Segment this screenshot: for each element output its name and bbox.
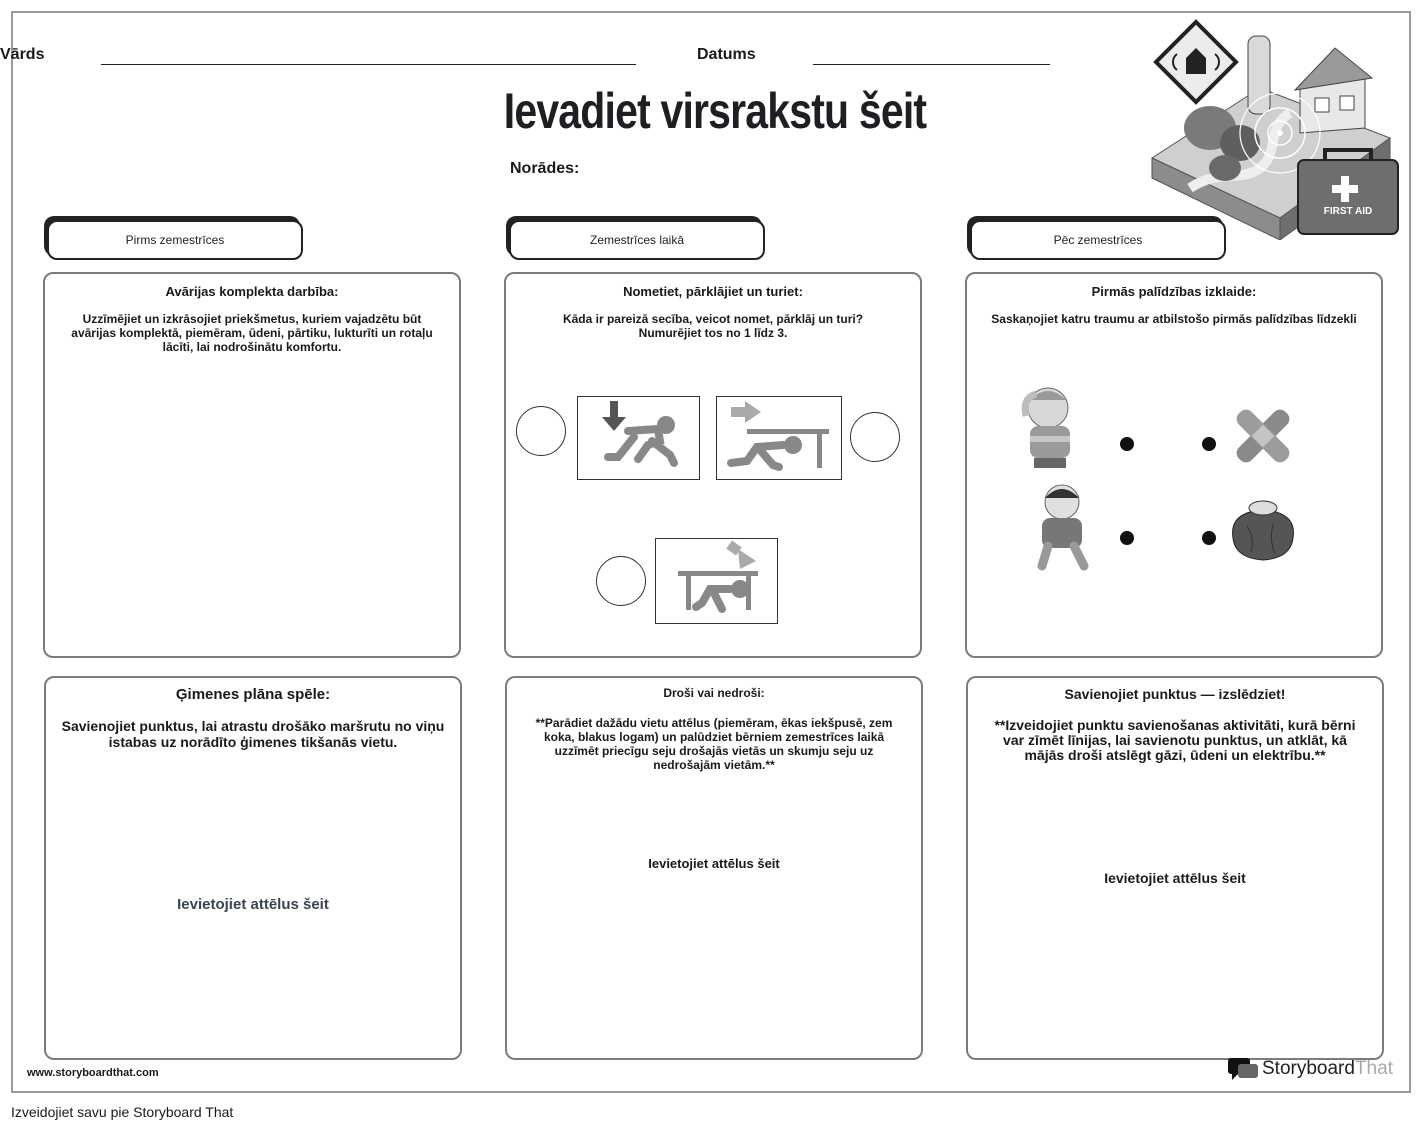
image-placeholder[interactable]: Ievietojiet attēlus šeit [1104, 870, 1246, 886]
storyboardthat-logo[interactable] [1228, 1056, 1393, 1082]
first-aid-kit-label: FIRST AID [1323, 206, 1373, 217]
image-placeholder[interactable]: Ievietojiet attēlus šeit [648, 856, 780, 871]
cover-icon [717, 397, 841, 479]
panel-title: Droši vai nedroši: [663, 686, 765, 700]
panel-title: Savienojiet punktus — izslēdziet! [1064, 686, 1286, 702]
drop-image [577, 396, 700, 480]
panel-title: Avārijas komplekta darbība: [165, 284, 339, 299]
speech-bubble-icon [1228, 1056, 1260, 1082]
tab-before-earthquake[interactable]: Pirms zemestrīces [47, 220, 303, 260]
panel-text: Uzzīmējiet un izkrāsojiet priekšmetus, kuriem vajadzētu būt avārijas komplektā, piemēram, ūdeni, pārtiku, lukturīti un rotaļu lācīti, lai nodrošinātu komfortu. [71, 312, 433, 354]
family-plan-panel [44, 676, 462, 1060]
match-dot[interactable] [1120, 531, 1134, 545]
order-circle-drop[interactable] [516, 406, 566, 456]
cover-image [716, 396, 842, 480]
panel-text: **Izveidojiet punktu savienošanas aktivitāti, kurā bērni var zīmēt līnijas, lai savienotu punktus, un atklāt, kā mājās droši atslēgt gāzi, ūdeni un elektrību.** [994, 717, 1356, 763]
footer-caption: Izveidojiet savu pie Storyboard That [11, 1104, 234, 1120]
match-dot[interactable] [1202, 531, 1216, 545]
earthquake-house-illustration [1150, 18, 1402, 240]
tab-after-earthquake[interactable]: Pēc zemestrīces [970, 220, 1226, 260]
image-placeholder[interactable]: Ievietojiet attēlus šeit [177, 896, 329, 913]
order-circle-hold[interactable] [596, 556, 646, 606]
panel-title: Nometiet, pārklājiet un turiet: [623, 284, 803, 299]
hold-icon [656, 539, 777, 623]
name-line[interactable] [101, 64, 636, 65]
date-line[interactable] [813, 64, 1050, 65]
panel-title: Pirmās palīdzības izklaide: [1091, 284, 1257, 299]
safe-unsafe-panel [505, 676, 923, 1060]
drop-icon [578, 397, 699, 479]
name-label: Vārds [0, 46, 45, 63]
brand-that: That [1354, 1058, 1393, 1079]
page-title[interactable]: Ievadiet virsrakstu šeit [503, 83, 927, 139]
order-circle-cover[interactable] [850, 412, 900, 462]
date-label: Datums [697, 46, 756, 63]
panel-title: Ģimenes plāna spēle: [175, 686, 331, 703]
brand-story: Storyboard [1262, 1058, 1355, 1079]
panel-text: Kāda ir pareizā secība, veicot nomet, pārklāj un turi? Numurējiet tos no 1 līdz 3. [562, 312, 864, 340]
instructions-label: Norādes: [510, 160, 580, 177]
bandage-icon [1232, 405, 1294, 467]
child-injured-knee-image [1028, 478, 1098, 572]
connect-dots-panel [966, 676, 1384, 1060]
child-headache-image [1010, 380, 1090, 470]
tab-during-earthquake[interactable]: Zemestrīces laikā [509, 220, 765, 260]
hold-image [655, 538, 778, 624]
match-dot[interactable] [1120, 437, 1134, 451]
ice-pack-icon [1225, 498, 1301, 562]
footer-url[interactable]: www.storyboardthat.com [27, 1067, 159, 1079]
panel-text: Saskaņojiet katru traumu ar atbilstošo pirmās palīdzības līdzekli [991, 312, 1357, 326]
panel-text: **Parādiet dažādu vietu attēlus (piemēram, ēkas iekšpusē, zem koka, blakus logam) un palūdziet bērniem zemestrīces laikā uzzīmēt priecīgu seju drošajās vietās un skumju seju uz nedrošajām vietām.** [535, 716, 893, 772]
panel-text: Savienojiet punktus, lai atrastu drošāko maršrutu no viņu istabas uz norādīto ģimenes tikšanās vietu. [61, 718, 445, 750]
match-dot[interactable] [1202, 437, 1216, 451]
emergency-kit-panel [43, 272, 461, 658]
